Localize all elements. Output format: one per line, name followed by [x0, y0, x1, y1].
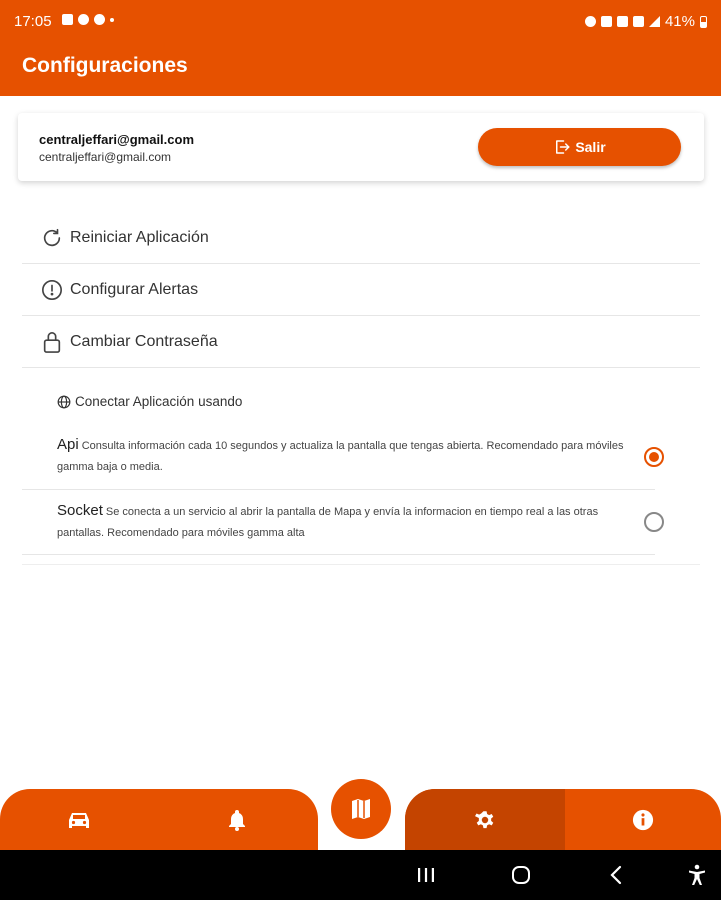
accessibility-icon[interactable]: [686, 863, 708, 887]
map-icon[interactable]: [331, 779, 391, 839]
battery-icon: [700, 16, 707, 28]
whatsapp-icon: [94, 14, 105, 25]
refresh-icon: [40, 226, 64, 250]
logout-button[interactable]: [478, 128, 681, 166]
option-description: Se conecta a un servicio al abrir la pantalla de Mapa y envía la informacion en tiempo real a las otras pantallas. Recomendado para móviles gamma alta: [57, 506, 599, 539]
lock-icon: [40, 330, 64, 354]
radio-socket[interactable]: [644, 512, 664, 532]
system-navigation-bar: [0, 850, 721, 900]
option-name: Socket: [57, 502, 103, 519]
car-icon[interactable]: [64, 805, 94, 835]
option-name: Api: [57, 436, 79, 453]
menu-item-label: Configurar Alertas: [70, 280, 199, 298]
radio-api[interactable]: [644, 447, 664, 467]
app-bar: [0, 0, 721, 96]
home-icon[interactable]: [510, 863, 532, 887]
connection-option-api[interactable]: [22, 434, 655, 490]
connection-option-socket[interactable]: [22, 500, 655, 555]
connection-section-title: [57, 394, 242, 409]
divider: [22, 564, 700, 565]
status-bar: [14, 13, 707, 33]
option-description: Consulta información cada 10 segundos y actualiza la pantalla que tengas abierta. Recomendado para móviles gamma baja o media.: [57, 440, 624, 473]
battery-percent: 41%: [664, 13, 695, 30]
mute-icon: [601, 16, 612, 27]
recents-icon[interactable]: [415, 863, 437, 887]
volte-icon: [617, 16, 628, 27]
wifi-icon: [633, 16, 644, 27]
account-card: [18, 113, 704, 181]
connection-title-label: Conectar Aplicación usando: [75, 394, 243, 409]
menu-item-label: Cambiar Contraseña: [70, 332, 218, 350]
info-icon[interactable]: [628, 805, 658, 835]
gear-icon[interactable]: [470, 805, 500, 835]
page-title: Configuraciones: [22, 54, 188, 77]
alarm-icon: [585, 16, 596, 27]
alert-circle-icon: [40, 278, 64, 302]
menu-item-label: Reiniciar Aplicación: [70, 228, 209, 246]
signal-icon: [649, 16, 660, 27]
menu-item-restart[interactable]: [22, 212, 700, 264]
facebook-icon: [78, 14, 89, 25]
menu-item-password[interactable]: [22, 316, 700, 368]
globe-icon: [57, 395, 71, 409]
account-email: centraljeffari@gmail.com: [39, 150, 172, 164]
status-time: 17:05: [14, 13, 52, 30]
dot-icon: [110, 18, 114, 22]
image-icon: [62, 14, 73, 25]
logout-icon: [553, 138, 571, 156]
menu-item-alerts[interactable]: [22, 264, 700, 316]
account-name: centraljeffari@gmail.com: [39, 132, 195, 147]
back-icon[interactable]: [605, 863, 627, 887]
bell-icon[interactable]: [222, 805, 252, 835]
logout-label: Salir: [575, 139, 606, 155]
